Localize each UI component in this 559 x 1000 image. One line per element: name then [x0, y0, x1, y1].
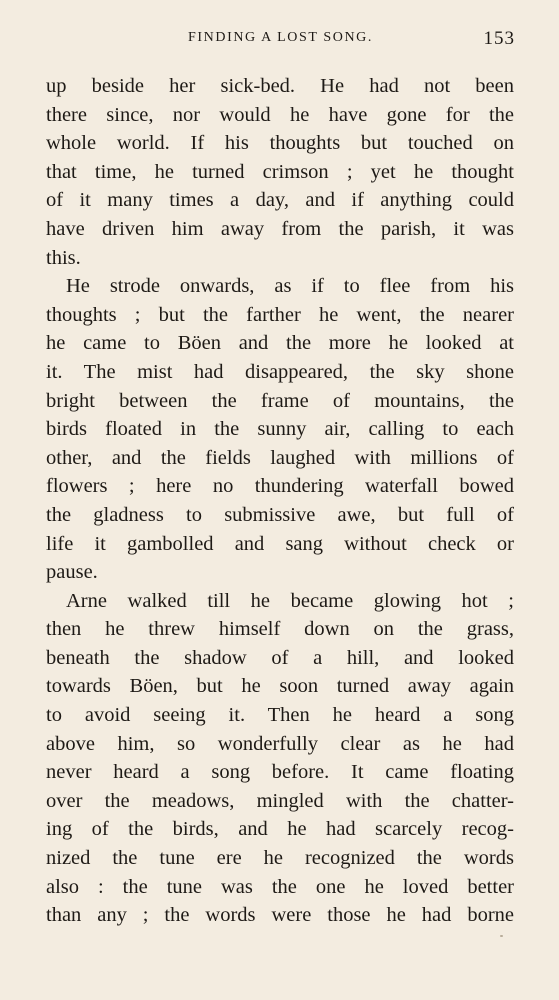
text-line: thoughts ; but the farther he went, the nearer	[46, 303, 514, 326]
paragraph-start-line: He strode onwards, as if to flee from his	[66, 275, 514, 298]
text-line: beneath the shadow of a hill, and looked	[46, 646, 514, 669]
text-line: there since, nor would he have gone for the	[46, 103, 514, 126]
paragraph-end-line: this.	[46, 246, 81, 269]
text-line: that time, he turned crimson ; yet he thought	[46, 160, 514, 183]
paper-speck	[500, 935, 503, 937]
text-line: other, and the fields laughed with millions of	[46, 446, 514, 469]
text-line: birds floated in the sunny air, calling to each	[46, 418, 514, 441]
text-line: have driven him away from the parish, it was	[46, 217, 514, 240]
text-line: also : the tune was the one he loved better	[46, 875, 514, 898]
text-line: whole world. If his thoughts but touched on	[46, 132, 514, 155]
text-line: than any ; the words were those he had borne	[46, 904, 514, 927]
running-head	[46, 28, 515, 52]
page-number: 153	[483, 28, 515, 49]
text-line: towards Böen, but he soon turned away again	[46, 675, 514, 698]
text-line: bright between the frame of mountains, the	[46, 389, 514, 412]
text-line: it. The mist had disappeared, the sky shone	[46, 360, 514, 383]
text-line: over the meadows, mingled with the chatter-	[46, 789, 514, 812]
text-line: then he threw himself down on the grass,	[46, 618, 514, 641]
text-line: above him, so wonderfully clear as he had	[46, 732, 514, 755]
text-line: he came to Böen and the more he looked at	[46, 332, 514, 355]
text-line: up beside her sick-bed. He had not been	[46, 75, 514, 97]
running-title: FINDING A LOST SONG.	[188, 30, 373, 45]
text-line: of it many times a day, and if anything could	[46, 189, 514, 212]
text-line: flowers ; here no thundering waterfall bowed	[46, 475, 514, 498]
text-line: the gladness to submissive awe, but full of	[46, 503, 514, 526]
text-line: life it gambolled and sang without check or	[46, 532, 514, 555]
body-text	[46, 72, 514, 930]
text-line: to avoid seeing it. Then he heard a song	[46, 704, 514, 727]
text-line: never heard a song before. It came floating	[46, 761, 514, 784]
paragraph-end-line: pause.	[46, 561, 98, 584]
text-line: ing of the birds, and he had scarcely recog-	[46, 818, 514, 841]
paragraph-start-line: Arne walked till he became glowing hot ;	[66, 589, 514, 612]
text-line: nized the tune ere he recognized the words	[46, 847, 514, 870]
